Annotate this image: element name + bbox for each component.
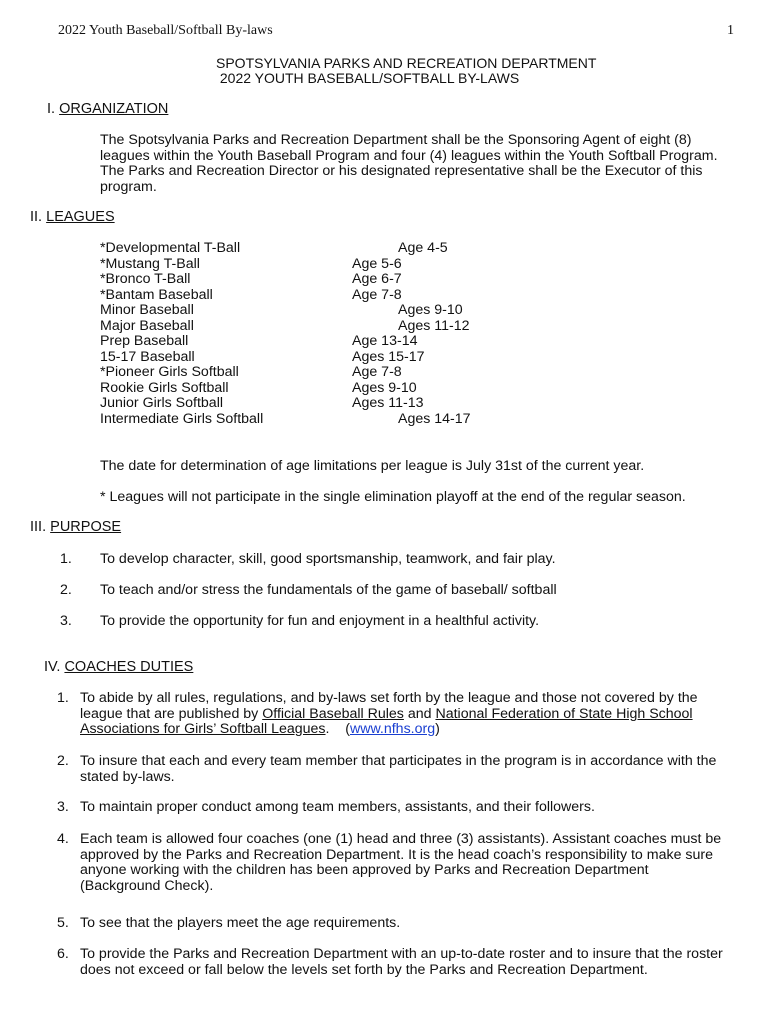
league-name: Junior Girls Softball [100, 395, 224, 411]
league-age: Age 7-8 [352, 286, 402, 303]
purpose-item-number: 1. [60, 551, 72, 567]
duty-number: 6. [57, 946, 69, 962]
league-name: *Bantam Baseball [100, 286, 213, 303]
purpose-item-text: To teach and/or stress the fundamentals of the game of baseball/ softball [100, 582, 557, 598]
league-row [100, 412, 471, 428]
section-heading-organization [47, 102, 168, 118]
playoff-note: * Leagues will not participate in the single elimination playoff at the end of the regular season. [100, 489, 686, 505]
league-row [100, 396, 471, 412]
league-row [100, 381, 471, 397]
section-heading-leagues [30, 210, 115, 226]
league-row [100, 350, 471, 366]
league-age: Ages 15-17 [352, 348, 425, 365]
purpose-item-number: 2. [60, 582, 72, 598]
duty-number: 2. [57, 753, 69, 769]
league-name: Minor Baseball [100, 302, 194, 318]
section-title: PURPOSE [50, 519, 122, 535]
duty-number: 3. [57, 799, 69, 815]
league-age: Age 6-7 [352, 271, 402, 287]
section-numeral: III. [30, 519, 51, 535]
duty-text-part: and [403, 705, 436, 722]
league-name: 15-17 Baseball [100, 348, 195, 365]
organization-paragraph: The Spotsylvania Parks and Recreation Department shall be the Sponsoring Agent of eight (8) leagues within the Youth Baseball Program and four (4) leagues within the Youth Softball Program. The Parks and Recreation Director or his designated representative shall be the Executor of this program. [100, 132, 718, 195]
age-determination-note: The date for determination of age limitations per league is July 31st of the current year. [100, 458, 645, 474]
league-age: Age 7-8 [352, 364, 402, 380]
duty-text: To maintain proper conduct among team members, assistants, and their followers. [80, 799, 595, 815]
duty-text: To insure that each and every team member that participates in the program is in accordance with the stated by-laws. [80, 753, 717, 785]
league-row [100, 365, 471, 381]
section-numeral: II. [30, 209, 47, 225]
section-numeral: IV. [44, 659, 65, 675]
page-number: 1 [727, 23, 734, 38]
duty-text: To provide the Parks and Recreation Department with an up-to-date roster and to insure that the roster does not exceed or fall below the levels set forth by the Parks and Recreation Department. [80, 946, 723, 978]
duty-text: To see that the players meet the age requirements. [80, 915, 401, 931]
duty-text [80, 691, 722, 738]
title-line-1: SPOTSYLVANIA PARKS AND RECREATION DEPARTMENT [216, 55, 597, 71]
duty-number: 4. [57, 831, 69, 847]
section-title: COACHES DUTIES [64, 659, 194, 675]
league-row [100, 288, 471, 304]
section-heading-coaches-duties [44, 660, 193, 676]
league-row [100, 334, 471, 350]
league-age: Age 5-6 [352, 255, 402, 272]
coaches-duty-item [57, 800, 747, 816]
league-age: Ages 9-10 [398, 302, 463, 318]
duty-number: 5. [57, 915, 69, 931]
duty-text-part: . ( [325, 721, 350, 737]
coaches-duty-item [57, 832, 727, 894]
league-name: Intermediate Girls Softball [100, 410, 264, 427]
purpose-item-text: To provide the opportunity for fun and enjoyment in a healthful activity. [100, 613, 540, 629]
running-header: 2022 Youth Baseball/Softball By-laws [58, 23, 273, 38]
coaches-duty-item [57, 691, 722, 738]
section-title: LEAGUES [46, 209, 115, 225]
duty-text-part: To abide by all rules, regulations, and by-laws set forth by the league and those not covered by the league that are published by [80, 690, 698, 722]
section-numeral: I. [47, 101, 60, 117]
nfhs-link[interactable]: www.nfhs.org [349, 721, 436, 737]
league-name: Prep Baseball [100, 333, 189, 349]
duty-number: 1. [57, 690, 69, 706]
league-name: *Bronco T-Ball [100, 271, 191, 287]
league-name: *Developmental T-Ball [100, 240, 241, 256]
league-age: Ages 9-10 [352, 379, 417, 396]
coaches-duty-item [57, 947, 732, 978]
league-age: Age 4-5 [398, 240, 448, 256]
league-age: Ages 11-12 [398, 317, 470, 334]
coaches-duty-item [57, 754, 747, 785]
section-title: ORGANIZATION [59, 101, 169, 117]
section-heading-purpose [30, 520, 121, 536]
purpose-item-text: To develop character, skill, good sportsmanship, teamwork, and fair play. [100, 551, 556, 567]
league-name: Major Baseball [100, 317, 194, 334]
title-line-2: 2022 YOUTH BASEBALL/SOFTBALL BY-LAWS [216, 70, 520, 86]
leagues-table [100, 241, 471, 427]
league-row [100, 303, 471, 319]
league-name: Rookie Girls Softball [100, 379, 229, 396]
league-row [100, 272, 471, 288]
league-age: Age 13-14 [352, 333, 418, 349]
league-name: *Mustang T-Ball [100, 255, 200, 272]
league-age: Ages 14-17 [398, 410, 471, 427]
league-name: *Pioneer Girls Softball [100, 364, 239, 380]
document-title [216, 56, 596, 86]
official-baseball-rules-ref: Official Baseball Rules [262, 705, 404, 722]
duty-text: Each team is allowed four coaches (one (1) head and three (3) assistants). Assistant coaches must be approved by the Parks and Recreation Department. It is the head coach’s responsibility to make sure anyone working with the children has been approved by Parks and Recreation Department (Background Check). [80, 831, 722, 894]
league-row [100, 241, 471, 257]
nfhs-softball-ref: National Federation of State High School Associations for Girls’ Softball Leagues [80, 705, 693, 737]
purpose-item-number: 3. [60, 613, 72, 629]
league-row [100, 257, 471, 273]
coaches-duty-item [57, 916, 747, 932]
league-age: Ages 11-13 [352, 395, 424, 411]
duty-text-part: ) [435, 721, 440, 737]
league-row [100, 319, 471, 335]
